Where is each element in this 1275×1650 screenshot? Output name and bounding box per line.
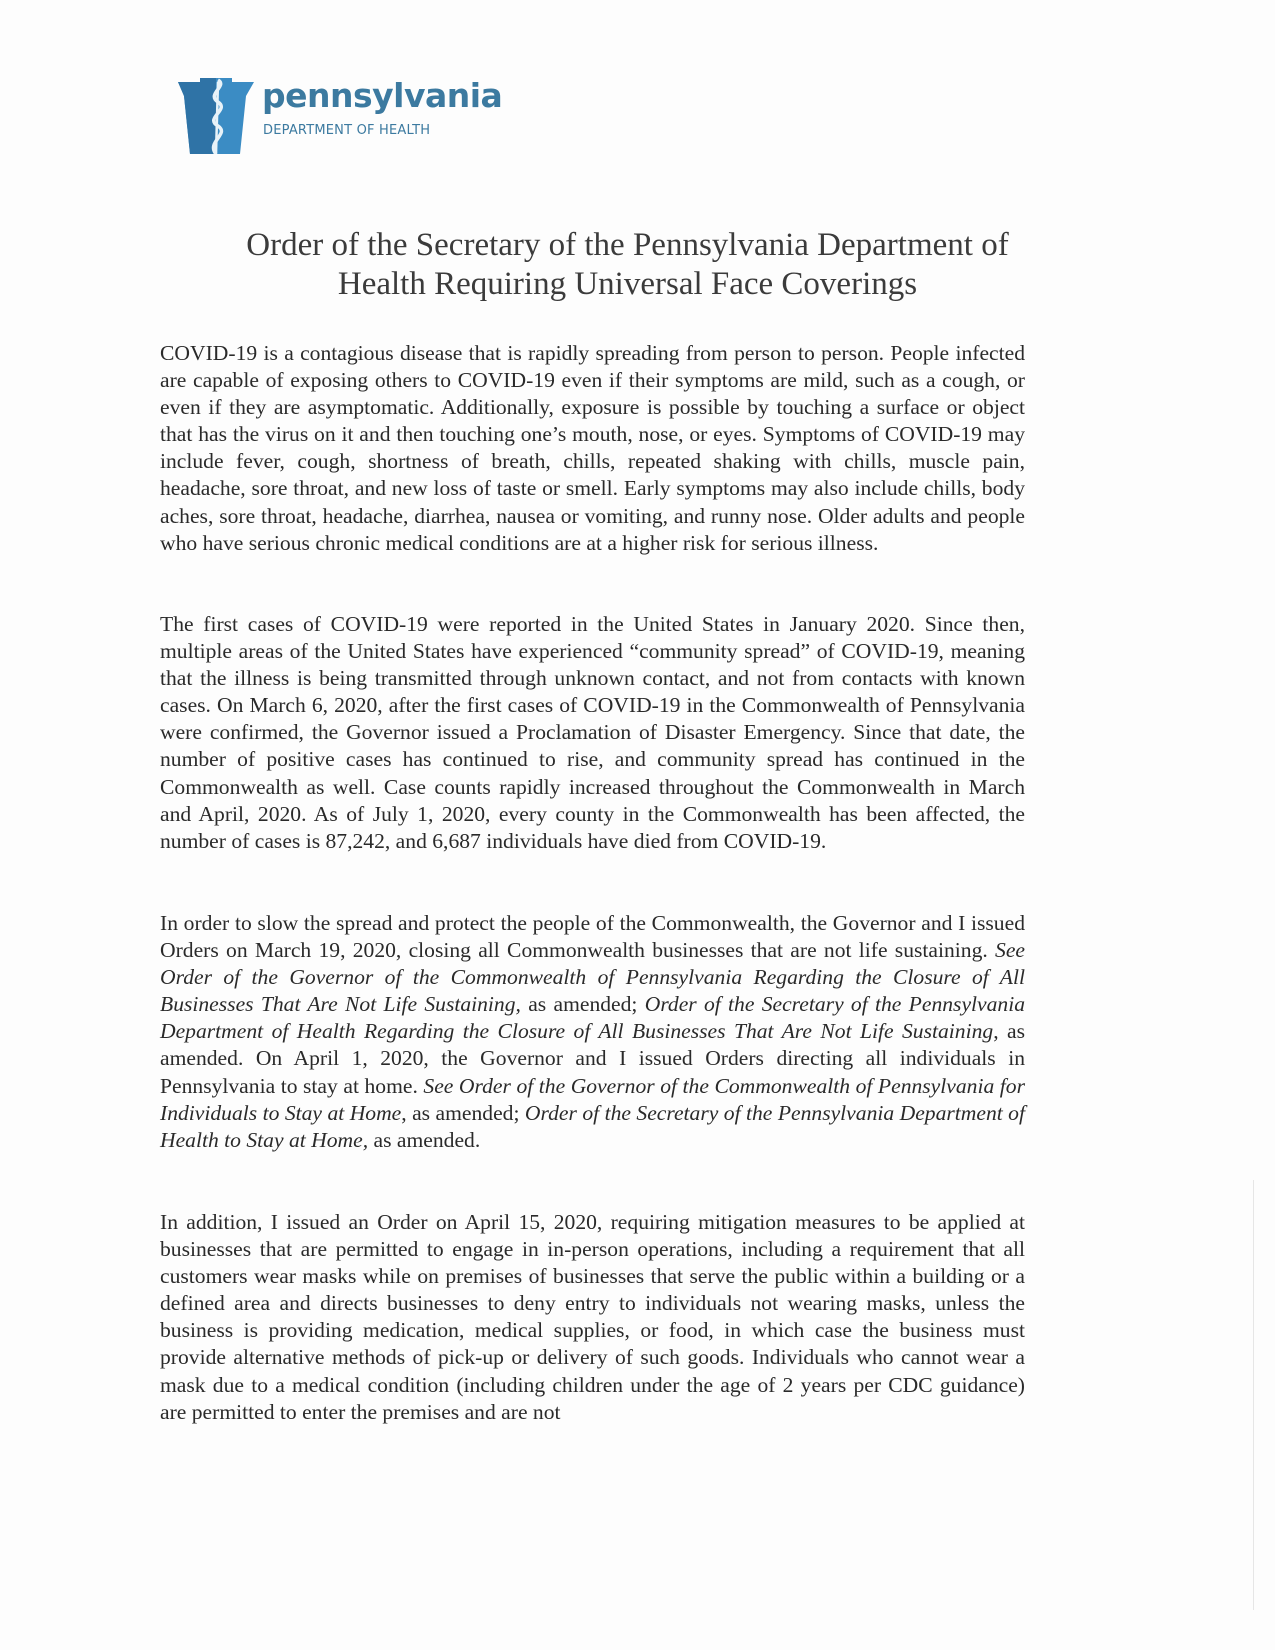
order-citation: See Order of the Governor of the Commonwealth of Pennsylvania Regarding the Closure of All Businesses That Are Not Life Sustaining, [160,938,1025,1017]
logo-wordmark: pennsylvania [262,76,503,115]
paragraph-prior-orders [160,910,1025,1154]
text-span: as amended. [368,1127,481,1152]
paragraph-symptoms: COVID-19 is a contagious disease that is rapidly spreading from person to person. People infected are capable of exposing others to COVID-19 even if their symptoms are mild, such as a cough, or even if they are asymptomatic. Additionally, exposure is possible by touching a surface or object that has the virus on it and then touching one’s mouth, nose, or eyes. Symptoms of COVID-19 may include fever, cough, shortness of breath, chills, repeated shaking with chills, muscle pain, headache, sore throat, and new loss of taste or smell. Early symptoms may also include chills, body aches, sore throat, headache, diarrhea, nausea or vomiting, and runny nose. Older adults and people who have serious chronic medical conditions are at a higher risk for serious illness. [160,341,1025,555]
order-citation: Order of the Secretary of the Pennsylvania Department of Health to Stay at Home, [160,1100,1025,1152]
text-span: In order to slow the spread and protect the people of the Commonwealth, the Governor and I issued Orders on March 19, 2020, closing all Commonwealth businesses that are not life sustaining. [160,911,1025,963]
order-citation: Order of the Secretary of the Pennsylvania Department of Health Regarding the Closure of All Businesses That Are Not Life Sustaining [160,992,1026,1044]
logo-subtitle: DEPARTMENT OF HEALTH [263,123,431,138]
paragraph-case-history: The first cases of COVID-19 were reported in the United States in January 2020. Since then, multiple areas of the United States have experienced “community spread” of COVID-19, meaning that the illness is being transmitted through unknown contact, and not from contacts with known cases. On March 6, 2020, after the first cases of COVID-19 in the Commonwealth of Pennsylvania were confirmed, the Governor issued a Proclamation of Disaster Emergency. Since that date, the number of positive cases has continued to rise, and community spread has continued in the Commonwealth as well. Case counts rapidly increased throughout the Commonwealth in March and April, 2020. As of July 1, 2020, every county in the Commonwealth has been affected, the number of cases is 87,242, and 6,687 individuals have died from COVID-19. [160,612,1025,853]
order-citation: See Order of the Governor of the Commonwealth of Pennsylvania for Individuals to Stay at Home [160,1073,1025,1125]
title-line-2: Health Requiring Universal Face Coverings [337,266,918,302]
pa-health-logo [178,78,508,158]
text-span: as amended; [520,992,645,1017]
page-title [160,226,1095,304]
text-span: , as amended; [401,1100,525,1125]
title-line-1: Order of the Secretary of the Pennsylvania Department of [246,227,1009,263]
scan-edge-line [1253,1180,1254,1610]
text-span: , as amended. On April 1, 2020, the Governor and I issued Orders directing all individuals in Pennsylvania to stay at home. [160,1019,1025,1098]
paragraph-mitigation: In addition, I issued an Order on April 15, 2020, requiring mitigation measures to be applied at businesses that are permitted to engage in in-person operations, including a requirement that all customers wear masks while on premises of businesses that serve the public within a building or a defined area and directs businesses to deny entry to individuals not wearing masks, unless the business is providing medication, medical supplies, or food, in which case the business must provide alternative methods of pick-up or delivery of such goods. Individuals who cannot wear a mask due to a medical condition (including children under the age of 2 years per CDC guidance) are permitted to enter the premises and are not [160,1210,1025,1424]
keystone-caduceus-icon [178,78,254,154]
